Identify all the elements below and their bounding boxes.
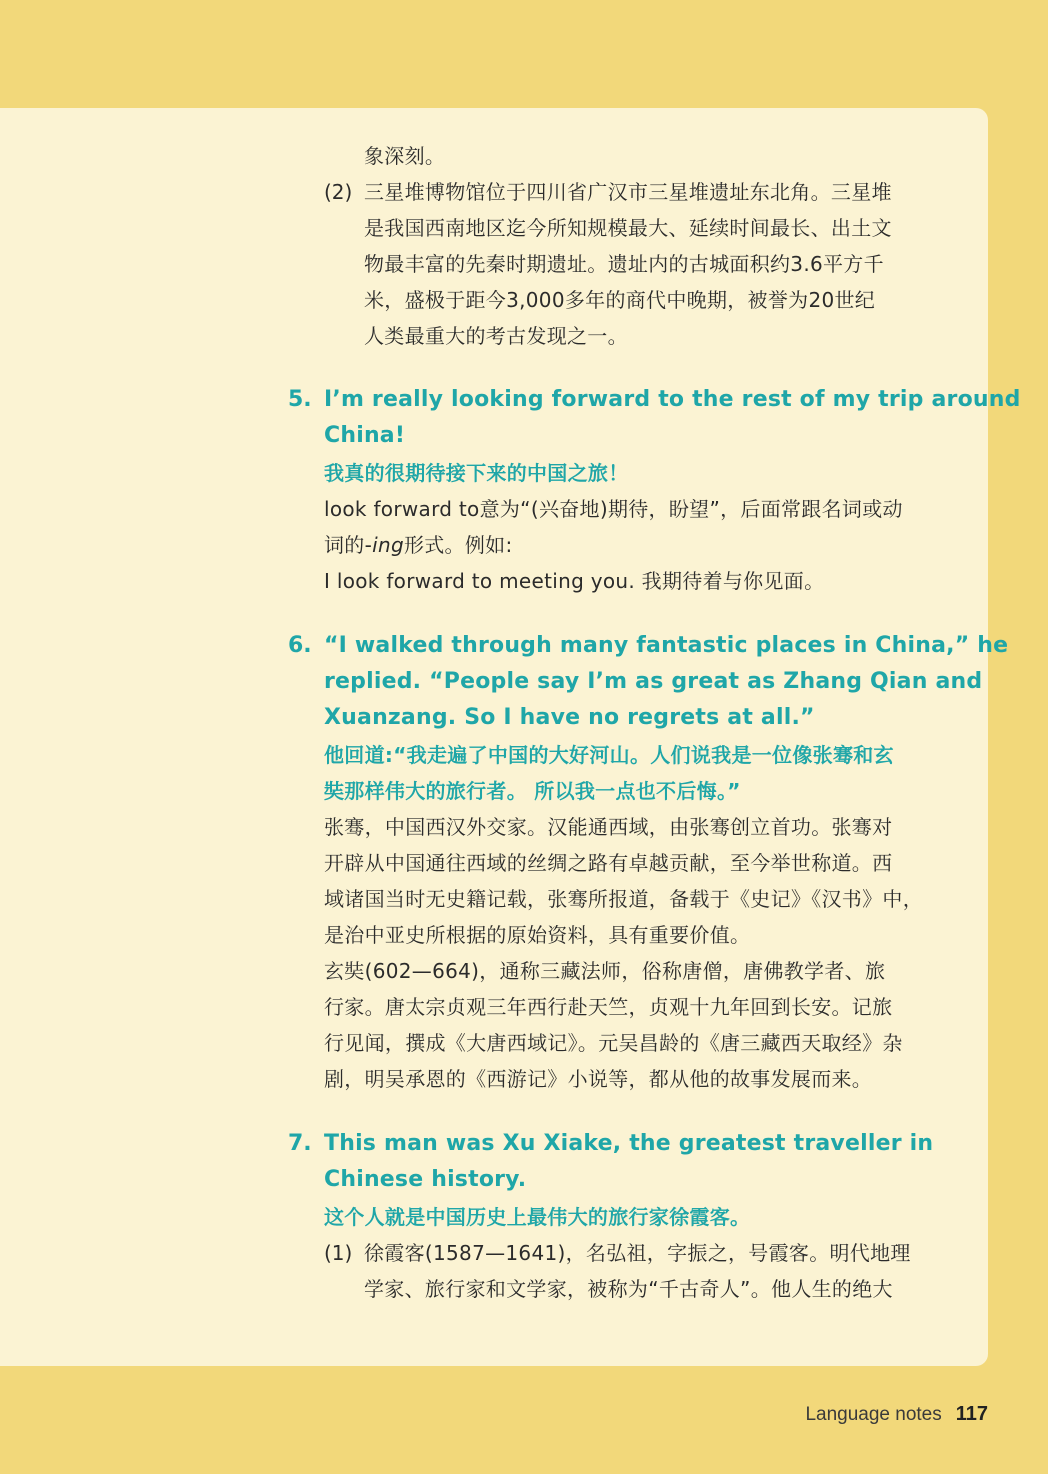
item-6-body: 行见闻，撰成《大唐西域记》。元吴昌龄的《唐三藏西天取经》杂 xyxy=(324,1031,903,1055)
page-number: 117 xyxy=(955,1403,988,1425)
item-5-body-italic: ing xyxy=(372,533,404,557)
item-6-chinese-heading: 奘那样伟大的旅行者。 所以我一点也不后悔。” xyxy=(324,779,741,803)
item-7-sub-1-line: 徐霞客(1587—1641)，名弘祖，字振之，号霞客。明代地理 xyxy=(364,1241,911,1265)
item-5-body: look forward to意为“(兴奋地)期待，盼望”，后面常跟名词或动 xyxy=(324,497,903,521)
item-6-chinese-heading: 他回道:“我走遍了中国的大好河山。人们说我是一位像张骞和玄 xyxy=(324,743,894,767)
note-2-line: 人类最重大的考古发现之一。 xyxy=(364,324,628,348)
item-5-number: 5. xyxy=(288,387,312,412)
section-label: Language notes xyxy=(805,1404,942,1425)
item-6-body: 域诸国当时无史籍记载，张骞所报道，备载于《史记》《汉书》中， xyxy=(324,887,923,911)
continued-line: 象深刻。 xyxy=(364,144,446,168)
item-6-body: 张骞，中国西汉外交家。汉能通西域，由张骞创立首功。张骞对 xyxy=(324,815,893,839)
item-7-heading: Chinese history. xyxy=(324,1167,527,1192)
item-5-heading: I’m really looking forward to the rest of my trip around xyxy=(324,387,1021,412)
item-6-body: 是治中亚史所根据的原始资料，具有重要价值。 xyxy=(324,923,751,947)
item-7-number: 7. xyxy=(288,1131,312,1156)
item-6-heading: replied. “People say I’m as great as Zhang Qian and xyxy=(324,669,983,694)
page-footer xyxy=(805,1398,988,1432)
item-6-heading: Xuanzang. So I have no regrets at all.” xyxy=(324,705,815,730)
content-panel xyxy=(0,108,1021,1366)
item-6-body: 开辟从中国通往西域的丝绸之路有卓越贡献，至今举世称道。西 xyxy=(324,851,893,875)
item-5-body-text: 词的- xyxy=(324,533,373,557)
note-2-line: 物最丰富的先秦时期遗址。遗址内的古城面积约3.6平方千 xyxy=(364,252,884,276)
note-2-line: 三星堆博物馆位于四川省广汉市三星堆遗址东北角。三星堆 xyxy=(364,180,892,204)
item-5-body-text: 形式。例如: xyxy=(403,533,513,557)
item-5-example: I look forward to meeting you. 我期待着与你见面。 xyxy=(324,569,825,593)
item-7-heading: This man was Xu Xiake, the greatest traveller in xyxy=(324,1131,934,1156)
item-7-chinese-heading: 这个人就是中国历史上最伟大的旅行家徐霞客。 xyxy=(324,1205,751,1229)
item-7-sub-1-number: (1) xyxy=(324,1241,353,1265)
note-2-line: 米，盛极于距今3,000多年的商代中晚期，被誉为20世纪 xyxy=(364,288,876,312)
item-6-number: 6. xyxy=(288,633,312,658)
note-2-number: (2) xyxy=(324,180,353,204)
note-2-line: 是我国西南地区迄今所知规模最大、延续时间最长、出土文 xyxy=(364,216,892,240)
item-5-chinese-heading: 我真的很期待接下来的中国之旅！ xyxy=(324,461,629,485)
item-7-sub-1-line: 学家、旅行家和文学家，被称为“千古奇人”。他人生的绝大 xyxy=(364,1277,893,1301)
item-6-heading: “I walked through many fantastic places in China,” he xyxy=(324,633,1009,658)
item-5-heading: China! xyxy=(324,423,406,448)
item-6-body: 行家。唐太宗贞观三年西行赴天竺，贞观十九年回到长安。记旅 xyxy=(324,995,893,1019)
item-6-body: 玄奘(602—664)，通称三藏法师，俗称唐僧，唐佛教学者、旅 xyxy=(324,959,886,983)
notes-content xyxy=(0,108,1021,1366)
item-6-body: 剧，明吴承恩的《西游记》小说等，都从他的故事发展而来。 xyxy=(324,1067,873,1091)
item-5-body xyxy=(324,527,513,563)
